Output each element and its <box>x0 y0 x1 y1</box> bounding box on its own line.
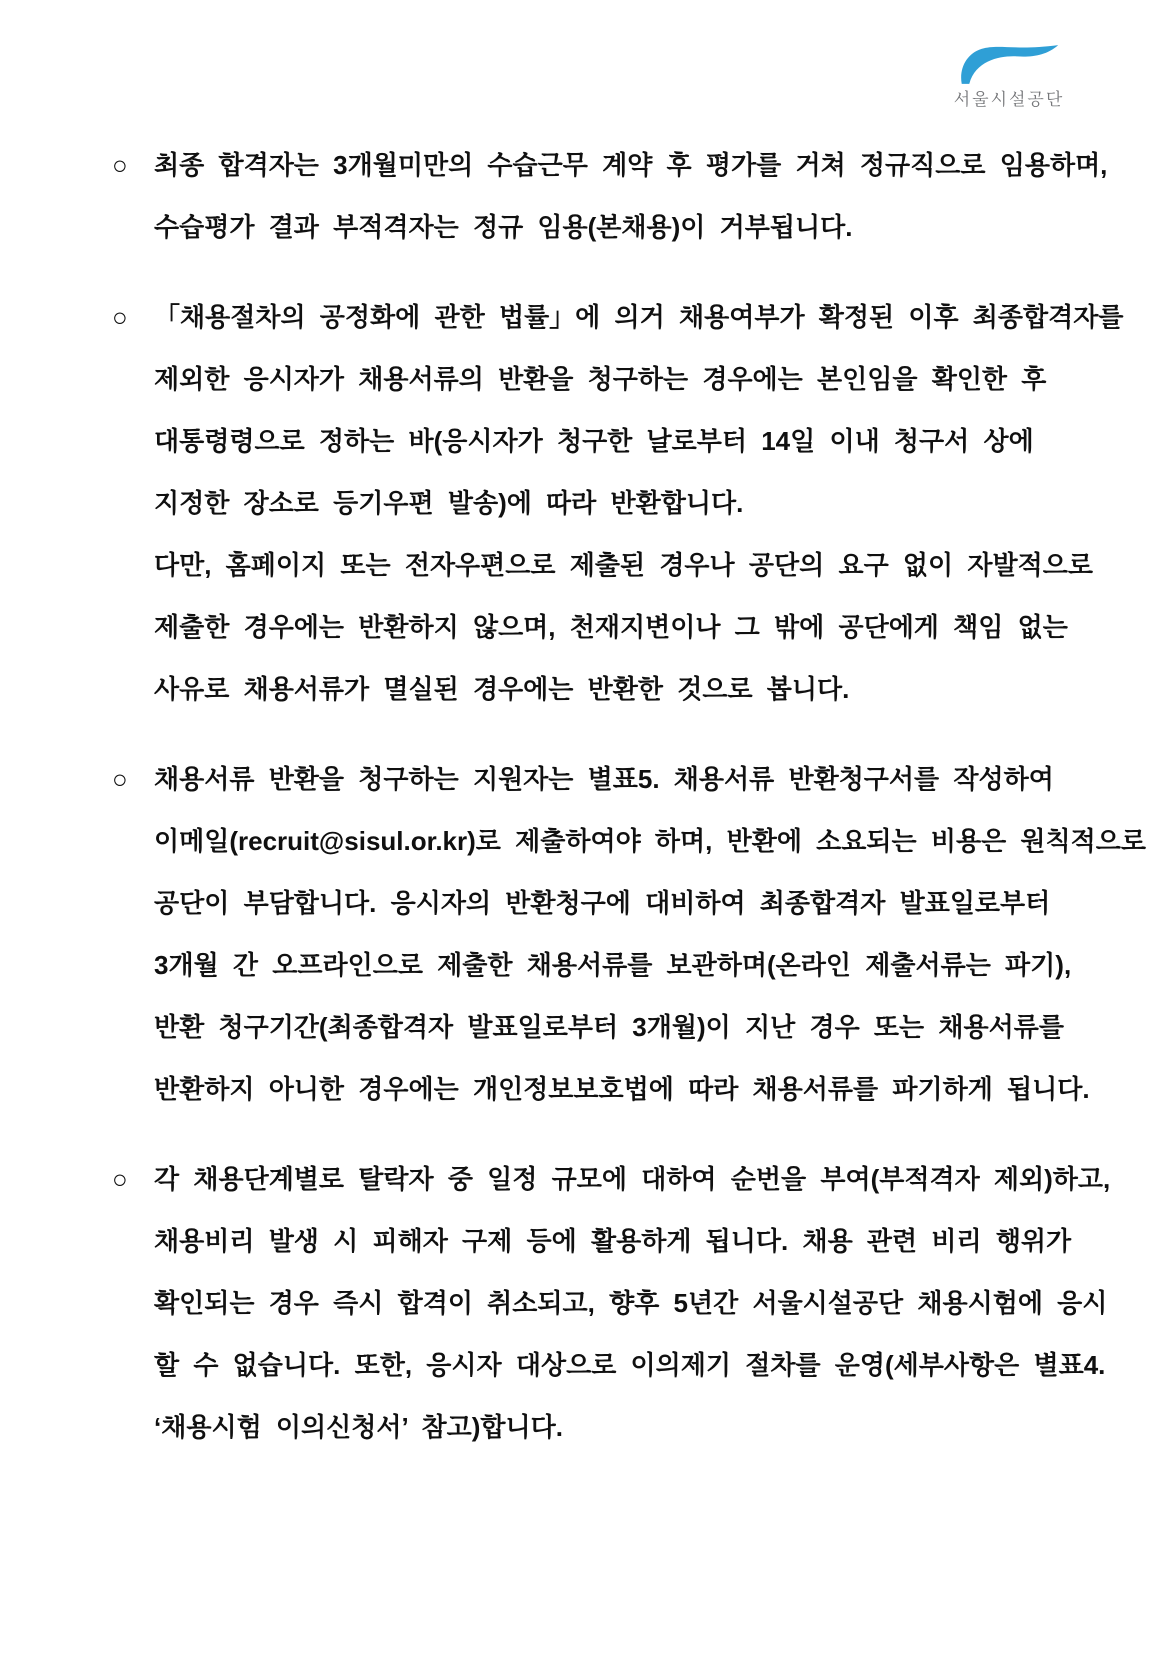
bullet-paragraph <box>112 286 1124 720</box>
text-line: 채용서류 반환을 청구하는 지원자는 별표5. 채용서류 반환청구서를 작성하여 <box>154 764 1054 794</box>
text-line: 각 채용단계별로 탈락자 중 일정 규모에 대하여 순번을 부여(부적격자 제외)하고, <box>154 1164 1111 1194</box>
bullet-paragraph <box>112 748 1147 1120</box>
text-line: 제외한 응시자가 채용서류의 반환을 청구하는 경우에는 본인임을 확인한 후 <box>154 364 1047 394</box>
bullet-paragraph <box>112 1148 1111 1458</box>
bullet-marker: ○ <box>112 764 128 794</box>
text-line: 다만, 홈페이지 또는 전자우편으로 제출된 경우나 공단의 요구 없이 자발적으로 <box>154 550 1093 580</box>
text-line: 채용비리 발생 시 피해자 구제 등에 활용하게 됩니다. 채용 관련 비리 행위가 <box>154 1226 1072 1256</box>
company-logo <box>948 44 1070 110</box>
text-line: 공단이 부담합니다. 응시자의 반환청구에 대비하여 최종합격자 발표일로부터 <box>154 888 1051 918</box>
text-line: 이메일(recruit@sisul.or.kr)로 제출하여야 하며, 반환에 소요되는 비용은 원칙적으로 <box>154 826 1147 856</box>
text-line: ‘채용시험 이의신청서’ 참고)합니다. <box>154 1412 563 1442</box>
logo-text: 서울시설공단 <box>953 90 1065 109</box>
text-line: 제출한 경우에는 반환하지 않으며, 천재지변이나 그 밖에 공단에게 책임 없는 <box>154 612 1068 642</box>
text-line: 「채용절차의 공정화에 관한 법률」에 의거 채용여부가 확정된 이후 최종합격자를 <box>154 302 1124 332</box>
bullet-marker: ○ <box>112 150 128 180</box>
text-line: 수습평가 결과 부적격자는 정규 임용(본채용)이 거부됩니다. <box>154 212 853 242</box>
text-line: 반환 청구기간(최종합격자 발표일로부터 3개월)이 지난 경우 또는 채용서류를 <box>154 1012 1064 1042</box>
bullet-marker: ○ <box>112 302 128 332</box>
text-line: 대통령령으로 정하는 바(응시자가 청구한 날로부터 14일 이내 청구서 상에 <box>154 426 1034 456</box>
bullet-marker: ○ <box>112 1164 128 1194</box>
text-line: 확인되는 경우 즉시 합격이 취소되고, 향후 5년간 서울시설공단 채용시험에 응시 <box>154 1288 1108 1318</box>
document-body <box>112 134 1147 1458</box>
logo-wave-icon <box>957 44 1061 84</box>
bullet-paragraph <box>112 134 1108 258</box>
text-line: 사유로 채용서류가 멸실된 경우에는 반환한 것으로 봅니다. <box>154 674 850 704</box>
text-line: 최종 합격자는 3개월미만의 수습근무 계약 후 평가를 거쳐 정규직으로 임용하며, <box>154 150 1108 180</box>
text-line: 반환하지 아니한 경우에는 개인정보보호법에 따라 채용서류를 파기하게 됩니다. <box>154 1074 1090 1104</box>
text-line: 3개월 간 오프라인으로 제출한 채용서류를 보관하며(온라인 제출서류는 파기), <box>154 950 1072 980</box>
text-line: 할 수 없습니다. 또한, 응시자 대상으로 이의제기 절차를 운영(세부사항은 별표4. <box>154 1350 1106 1380</box>
text-line: 지정한 장소로 등기우편 발송)에 따라 반환합니다. <box>154 488 744 518</box>
